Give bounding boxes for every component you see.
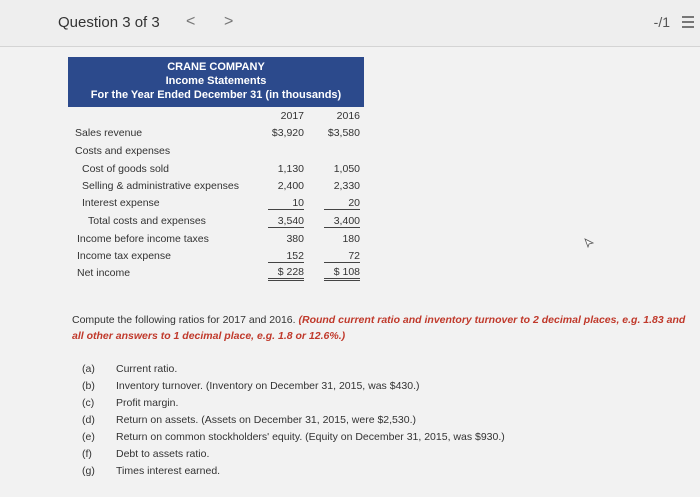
instructions [72, 312, 692, 344]
question-title: Question 3 of 3 [58, 14, 160, 31]
item-text: Return on common stockholders' equity. (Equity on December 31, 2015, was $930.) [116, 431, 505, 443]
value-2016: $ 108 [324, 266, 360, 281]
value-2016: 3,400 [324, 215, 360, 228]
value-2016: 1,050 [333, 163, 360, 175]
row-label: Costs and expenses [75, 145, 171, 157]
row-label: Net income [77, 267, 131, 279]
item-letter: (f) [82, 448, 92, 460]
value-2016: 2,330 [333, 180, 360, 192]
statement-period: For the Year Ended December 31 (in thousands) [90, 89, 342, 101]
row-label: Cost of goods sold [82, 163, 169, 175]
item-text: Profit margin. [116, 397, 179, 409]
row-label: Sales revenue [75, 127, 143, 139]
item-text: Debt to assets ratio. [116, 448, 210, 460]
value-2017: 10 [268, 197, 304, 210]
row-label: Interest expense [82, 197, 160, 209]
prev-question-button[interactable]: < [186, 13, 196, 30]
cursor-icon [584, 238, 594, 248]
item-text: Inventory turnover. (Inventory on December 31, 2015, was $430.) [116, 380, 420, 392]
row-label: Income before income taxes [77, 233, 209, 245]
item-letter: (a) [82, 363, 95, 375]
value-2017: 3,540 [268, 215, 304, 228]
value-2017: $3,920 [271, 127, 304, 139]
year-2017: 2017 [280, 110, 304, 122]
value-2017: 1,130 [277, 163, 304, 175]
statement-title: Income Statements [165, 75, 267, 87]
value-2016: 20 [324, 197, 360, 210]
value-2017: 152 [268, 250, 304, 263]
company-name: CRANE COMPANY [167, 61, 265, 73]
row-label: Income tax expense [77, 250, 171, 262]
item-letter: (g) [82, 465, 95, 477]
item-text: Times interest earned. [116, 465, 221, 477]
value-2017: 380 [286, 233, 304, 245]
item-letter: (d) [82, 414, 95, 426]
row-label: Selling & administrative expenses [82, 180, 239, 192]
value-2016: 180 [342, 233, 360, 245]
item-letter: (b) [82, 380, 95, 392]
top-bar [0, 0, 700, 47]
statement-header [68, 57, 364, 107]
menu-icon[interactable] [682, 16, 694, 28]
item-letter: (e) [82, 431, 95, 443]
value-2016: $3,580 [327, 127, 360, 139]
item-text: Current ratio. [116, 363, 178, 375]
item-text: Return on assets. (Assets on December 31, 2015, were $2,530.) [116, 414, 416, 426]
row-label: Total costs and expenses [88, 215, 206, 227]
next-question-button[interactable]: > [224, 13, 234, 30]
rounding-instructions: (Round current ratio and inventory turnover to 2 decimal places, e.g. 1.83 and all other answers to 1 decimal place, e.g. 1.8 or 12.6%.) [72, 314, 686, 342]
value-2017: $ 228 [268, 266, 304, 281]
value-2017: 2,400 [277, 180, 304, 192]
item-letter: (c) [82, 397, 95, 409]
instructions-text: Compute the following ratios for 2017 and 2016. [72, 314, 296, 326]
year-2016: 2016 [336, 110, 360, 122]
value-2016: 72 [324, 250, 360, 263]
score: -/1 [653, 14, 670, 30]
